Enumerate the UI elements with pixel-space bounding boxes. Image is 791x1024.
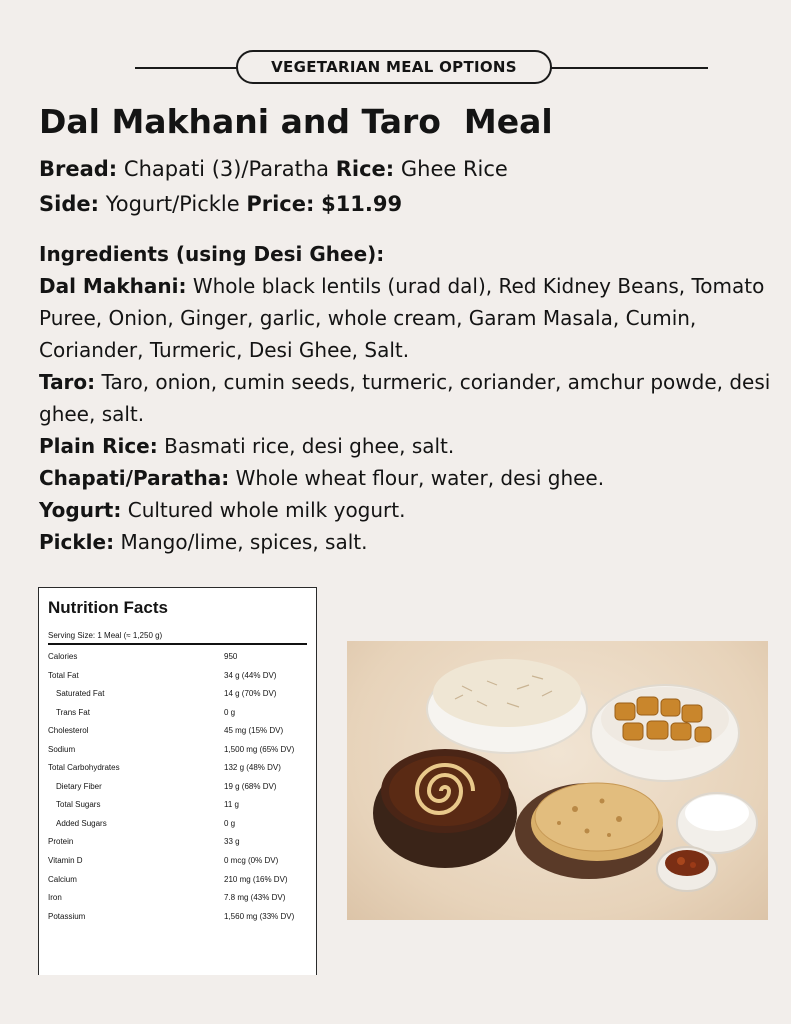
nutrient-name: Cholesterol [48, 726, 89, 736]
ingredient-item [39, 366, 779, 430]
nutrient-value: 1,560 mg (33% DV) [224, 911, 295, 921]
meal-photo [347, 641, 768, 920]
nutrient-value: 45 mg (15% DV) [224, 726, 284, 736]
nutrient-value: 0 g [224, 818, 236, 828]
side-label: Side: [39, 192, 99, 216]
nutrient-value: 950 [224, 652, 238, 661]
nutrient-name: Trans Fat [56, 707, 90, 717]
banner-rule-left [135, 67, 245, 69]
nutrition-row [48, 667, 310, 686]
nutrition-row [48, 704, 310, 723]
bread-value: Chapati (3)/Paratha [123, 157, 330, 181]
nutrient-name: Calories [48, 652, 78, 661]
meal-meta-line-2 [39, 187, 402, 221]
nutrition-row [48, 815, 310, 834]
nutrition-row [48, 741, 310, 760]
banner-label: VEGETARIAN MEAL OPTIONS [236, 50, 552, 84]
nutrient-name: Vitamin D [48, 856, 83, 866]
rice-value: Ghee Rice [400, 157, 508, 181]
ingredient-text: Cultured whole milk yogurt. [127, 498, 406, 522]
ingredient-item [39, 430, 779, 462]
nutrient-name: Saturated Fat [56, 689, 105, 699]
nutrition-title: Nutrition Facts [48, 598, 168, 617]
price-label: Price: [246, 192, 315, 216]
ingredient-name: Dal Makhani: [39, 274, 187, 298]
meal-meta-line-1 [39, 152, 508, 186]
nutrient-name: Iron [48, 893, 62, 903]
nutrient-value: 34 g (44% DV) [224, 670, 277, 680]
ingredient-item [39, 462, 779, 494]
nutrition-facts-panel [38, 587, 317, 975]
nutrient-name: Sodium [48, 744, 76, 754]
nutrient-value: 1,500 mg (65% DV) [224, 744, 295, 754]
ingredient-text: Whole wheat flour, water, desi ghee. [235, 466, 605, 490]
ingredients-heading: Ingredients (using Desi Ghee): [39, 242, 385, 266]
nutrition-rows [48, 648, 310, 926]
nutrient-name: Total Fat [48, 670, 79, 680]
nutrition-row [48, 833, 310, 852]
nutrient-name: Added Sugars [56, 818, 107, 828]
ingredient-name: Plain Rice: [39, 434, 158, 458]
meal-title: Dal Makhani and Taro Meal [39, 102, 553, 141]
nutrition-row [48, 889, 310, 908]
side-value: Yogurt/Pickle [105, 192, 240, 216]
nutrition-row [48, 759, 310, 778]
ingredient-name: Pickle: [39, 530, 115, 554]
nutrient-value: 19 g (68% DV) [224, 781, 277, 791]
bread-label: Bread: [39, 157, 118, 181]
serving-size: Serving Size: 1 Meal (≈ 1,250 g) [48, 631, 163, 640]
nutrient-name: Potassium [48, 911, 86, 921]
ingredient-text: Basmati rice, desi ghee, salt. [164, 434, 455, 458]
ingredient-name: Yogurt: [39, 498, 122, 522]
ingredients-list [39, 270, 779, 558]
banner-rule-right [548, 67, 708, 69]
section-banner [0, 48, 791, 88]
price-value: $11.99 [321, 192, 403, 216]
ingredient-item [39, 270, 779, 366]
ingredient-text: Taro, onion, cumin seeds, turmeric, coriander, amchur powde, desi ghee, salt. [39, 370, 771, 426]
nutrient-value: 33 g [224, 837, 240, 847]
nutrient-value: 132 g (48% DV) [224, 763, 281, 773]
rice-label: Rice: [335, 157, 395, 181]
nutrient-value: 210 mg (16% DV) [224, 874, 288, 884]
nutrient-value: 7.8 mg (43% DV) [224, 893, 286, 903]
nutrition-row [48, 871, 310, 890]
nutrition-row [48, 722, 310, 741]
nutrition-rule [48, 643, 307, 645]
ingredient-name: Chapati/Paratha: [39, 466, 230, 490]
nutrient-name: Total Sugars [56, 800, 101, 810]
ingredient-text: Mango/lime, spices, salt. [120, 530, 368, 554]
nutrition-row [48, 648, 310, 667]
nutrient-value: 11 g [224, 800, 239, 810]
nutrient-value: 14 g (70% DV) [224, 689, 277, 699]
ingredient-item [39, 494, 779, 526]
nutrient-value: 0 g [224, 707, 236, 717]
nutrient-name: Dietary Fiber [56, 781, 102, 791]
nutrient-name: Calcium [48, 874, 77, 884]
nutrition-row [48, 796, 310, 815]
nutrition-row [48, 685, 310, 704]
nutrition-row [48, 908, 310, 927]
ingredient-name: Taro: [39, 370, 96, 394]
nutrient-name: Total Carbohydrates [48, 763, 120, 773]
nutrient-name: Protein [48, 837, 74, 847]
ingredient-text: Whole black lentils (urad dal), Red Kidney Beans, Tomato Puree, Onion, Ginger, garlic, whole cream, Garam Masala, Cumin, Coriander, Turmeric, Desi Ghee, Salt. [39, 274, 765, 362]
nutrient-value: 0 mcg (0% DV) [224, 856, 279, 866]
nutrition-row [48, 852, 310, 871]
ingredient-item [39, 526, 779, 558]
nutrition-row [48, 778, 310, 797]
